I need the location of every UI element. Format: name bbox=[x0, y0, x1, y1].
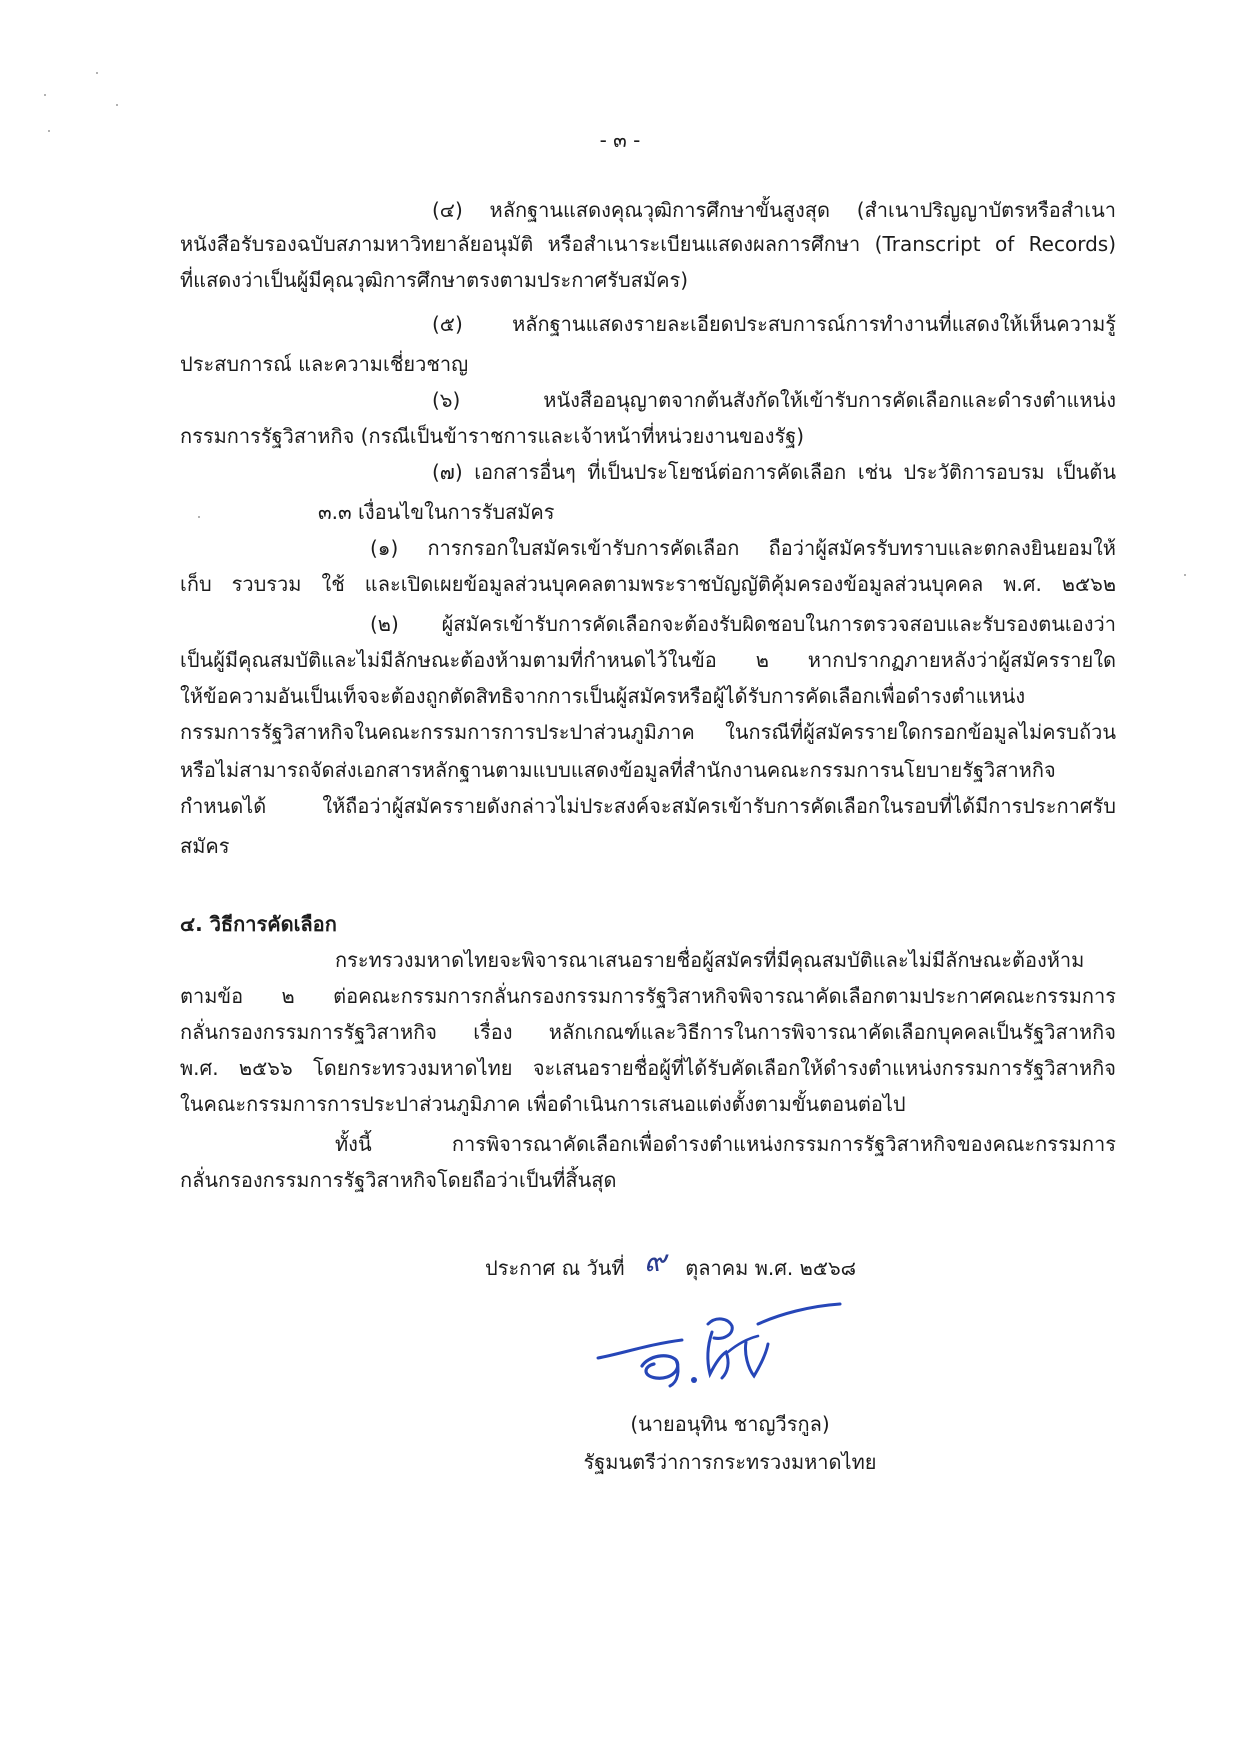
paragraph-line: กรรมการรัฐวิสาหกิจ (กรณีเป็นข้าราชการและเจ้าหน้าที่หน่วยงานของรัฐ) bbox=[180, 424, 805, 448]
signatory-position: รัฐมนตรีว่าการกระทรวงมหาดไทย bbox=[583, 1450, 877, 1474]
page-number: - ๓ - bbox=[599, 128, 641, 152]
month-year: ตุลาคม พ.ศ. ๒๕๖๘ bbox=[685, 1256, 857, 1280]
scan-speck bbox=[198, 516, 200, 518]
paragraph-line: ที่แสดงว่าเป็นผู้มีคุณวุฒิการศึกษาตรงตามประกาศรับสมัคร) bbox=[180, 268, 688, 292]
signature-ink bbox=[590, 1296, 860, 1406]
paragraph-line: ตามข้อ ๒ ต่อคณะกรรมการกลั่นกรองกรรมการรัฐวิสาหกิจพิจารณาคัดเลือกตามประกาศคณะกรรมการ bbox=[180, 984, 1116, 1008]
paragraph-line: กำหนดได้ ให้ถือว่าผู้สมัครรายดังกล่าวไม่ประสงค์จะสมัครเข้ารับการคัดเลือกในรอบที่ได้มีการประกาศรับ bbox=[180, 794, 1116, 818]
paragraph-line: ทั้งนี้ การพิจารณาคัดเลือกเพื่อดำรงตำแหน่งกรรมการรัฐวิสาหกิจของคณะกรรมการ bbox=[335, 1132, 1116, 1156]
paragraph-line: กลั่นกรองกรรมการรัฐวิสาหกิจโดยถือว่าเป็นที่สิ้นสุด bbox=[180, 1168, 617, 1192]
subsection-heading: ๓.๓ เงื่อนไขในการรับสมัคร bbox=[318, 500, 555, 524]
section-heading: ๔. วิธีการคัดเลือก bbox=[180, 912, 337, 936]
signature bbox=[590, 1296, 860, 1406]
paragraph-line: (๒) ผู้สมัครเข้ารับการคัดเลือกจะต้องรับผิดชอบในการตรวจสอบและรับรองตนเองว่า bbox=[370, 612, 1116, 636]
paragraph-line: (๑) การกรอกใบสมัครเข้ารับการคัดเลือก ถือว่าผู้สมัครรับทราบและตกลงยินยอมให้ bbox=[370, 536, 1116, 560]
paragraph-line: (๕) หลักฐานแสดงรายละเอียดประสบการณ์การทำงานที่แสดงให้เห็นความรู้ bbox=[432, 312, 1116, 336]
paragraph-line: (๖) หนังสืออนุญาตจากต้นสังกัดให้เข้ารับการคัดเลือกและดำรงตำแหน่ง bbox=[432, 388, 1116, 412]
scan-speck bbox=[116, 104, 118, 106]
paragraph-line: กรรมการรัฐวิสาหกิจในคณะกรรมการการประปาส่วนภูมิภาค ในกรณีที่ผู้สมัครรายใดกรอกข้อมูลไม่ครบถ้วน bbox=[180, 720, 1116, 744]
paragraph-line: กลั่นกรองกรรมการรัฐวิสาหกิจ เรื่อง หลักเกณฑ์และวิธีการในการพิจารณาคัดเลือกบุคคลเป็นรัฐวิสาหกิจ bbox=[180, 1020, 1116, 1044]
scan-speck bbox=[44, 94, 46, 96]
announce-prefix: ประกาศ ณ วันที่ bbox=[485, 1256, 625, 1280]
paragraph-line: ให้ข้อความอันเป็นเท็จจะต้องถูกตัดสิทธิจากการเป็นผู้สมัครหรือผู้ได้รับการคัดเลือกเพื่อดำรงตำแหน่ง bbox=[180, 684, 1026, 708]
paragraph-line: สมัคร bbox=[180, 834, 230, 858]
paragraph-line: กระทรวงมหาดไทยจะพิจารณาเสนอรายชื่อผู้สมัครที่มีคุณสมบัติและไม่มีลักษณะต้องห้าม bbox=[335, 948, 1085, 972]
paragraph-line: หรือไม่สามารถจัดส่งเอกสารหลักฐานตามแบบแสดงข้อมูลที่สำนักงานคณะกรรมการนโยบายรัฐวิสาหกิจ bbox=[180, 758, 1056, 782]
paragraph-line: พ.ศ. ๒๕๖๖ โดยกระทรวงมหาดไทย จะเสนอรายชื่อผู้ที่ได้รับคัดเลือกให้ดำรงตำแหน่งกรรมการรัฐวิสาหกิจ bbox=[180, 1056, 1116, 1080]
paragraph-line: ประสบการณ์ และความเชี่ยวชาญ bbox=[180, 352, 469, 376]
paragraph-line: หนังสือรับรองฉบับสภามหาวิทยาลัยอนุมัติ หรือสำเนาระเบียนแสดงผลการศึกษา (Transcript of Records) bbox=[180, 232, 1116, 256]
paragraph-line: เป็นผู้มีคุณสมบัติและไม่มีลักษณะต้องห้ามตามที่กำหนดไว้ในข้อ ๒ หากปรากฏภายหลังว่าผู้สมัครรายใด bbox=[180, 648, 1116, 672]
paragraph-line: เก็บ รวบรวม ใช้ และเปิดเผยข้อมูลส่วนบุคคลตามพระราชบัญญัติคุ้มครองข้อมูลส่วนบุคคล พ.ศ. ๒๕๖๒ bbox=[180, 572, 1116, 596]
handwritten-day: ๙ bbox=[643, 1244, 666, 1279]
signatory-name: (นายอนุทิน ชาญวีรกูล) bbox=[630, 1412, 830, 1436]
paragraph-line: (๗) เอกสารอื่นๆ ที่เป็นประโยชน์ต่อการคัดเลือก เช่น ประวัติการอบรม เป็นต้น bbox=[432, 460, 1116, 484]
announcement-date bbox=[485, 1244, 857, 1282]
scan-speck bbox=[96, 72, 98, 74]
paragraph-line: (๔) หลักฐานแสดงคุณวุฒิการศึกษาขั้นสูงสุด (สำเนาปริญญาบัตรหรือสำเนา bbox=[432, 198, 1116, 222]
paragraph-line: ในคณะกรรมการการประปาส่วนภูมิภาค เพื่อดำเนินการเสนอแต่งตั้งตามขั้นตอนต่อไป bbox=[180, 1092, 906, 1116]
scan-speck bbox=[1184, 574, 1186, 576]
